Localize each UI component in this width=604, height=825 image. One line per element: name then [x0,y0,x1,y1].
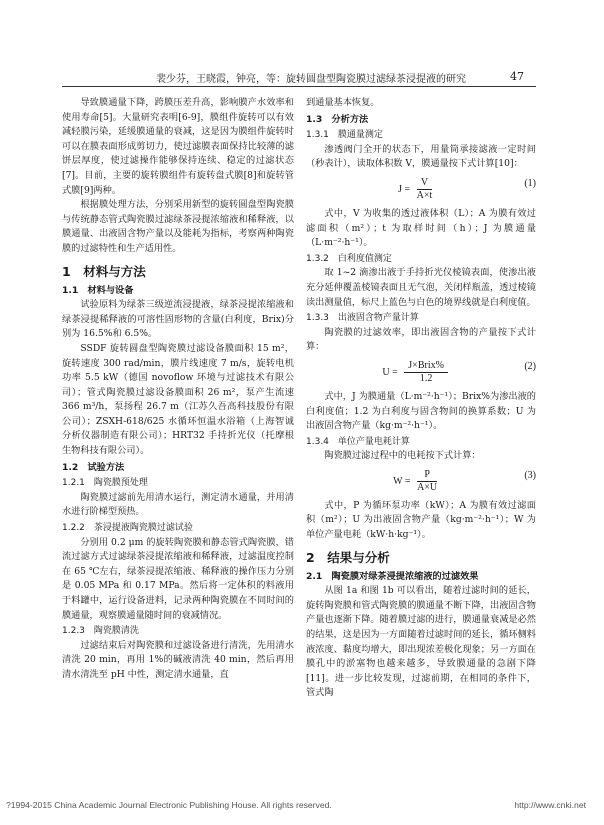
equation-yield-fraction [404,360,448,385]
subsection-heading-test-methods: 1.2 试验方法 [62,461,125,473]
subsection-heading-analysis: 1.3 分析方法 [306,113,369,125]
equation-yield-numerator: J×Brix% [404,360,448,373]
yield-variables-paragraph: 式中，J 为膜通量（L·m⁻²·h⁻¹）；Brix%为渗出液的白利度值；1.2 为白利度与固含物间的换算系数；U 为出液固含物产量（kg·m⁻²·h⁻¹）。 [306,390,536,432]
right-column [306,96,536,701]
equation-yield-number: (2) [524,360,536,372]
energy-paragraph: 陶瓷膜过滤过程中的电耗按下式计算： [324,450,481,462]
section-heading-results: 2 结果与分析 [306,549,390,565]
equation-flux [306,177,536,202]
flux-variables-paragraph: 式中，V 为收集的透过液体积（L）；A 为膜有效过滤面积（m²）；t 为取样时间（h）；J 为膜通量（L·m⁻²·h⁻¹）。 [306,207,536,249]
continued-paragraph: 到通量基本恢复。 [306,97,380,108]
equation-flux-number: (1) [524,177,536,189]
equation-energy [306,469,536,494]
flux-paragraph: 渗透阀门全开的状态下，用量筒承接滤液一定时间（秒表计），读取体积数 V，膜通量按下式计算[10]： [306,143,536,170]
subsubsection-heading-solid-yield: 1.3.3 出液固含物产量计算 [306,313,419,324]
subsubsection-heading-filtration: 1.2.2 茶浸提液陶瓷膜过滤试验 [62,523,193,534]
energy-variables-paragraph: 式中，P 为循环泵功率（kW）；A 为膜有效过滤面积（m²）；U 为出液固含物产量（kg·m⁻²·h⁻¹）；W 为单位产量电耗（kW·h·kg⁻¹）。 [306,499,536,541]
page-footer [6,800,596,810]
copyright-notice: ?1994-2015 China Academic Journal Electronic Publishing House. All rights reserved. [6,800,332,810]
equation-yield-denominator: 1.2 [419,372,433,384]
subsubsection-heading-pretreatment: 1.2.1 陶瓷膜预处理 [62,478,148,489]
header-divider [62,86,536,87]
section-heading-methods: 1 材料与方法 [62,263,146,279]
equation-yield-lhs: U = [382,366,398,378]
equation-energy-denominator: A×U [417,481,438,493]
page-number: 47 [510,70,524,83]
equation-energy-number: (3) [524,469,536,481]
running-title: 裴少芬，王晓霞，钟亮，等：旋转圆盘型陶瓷膜过滤绿茶浸提液的研究 [156,74,466,85]
footer-link[interactable]: http://www.cnki.net [514,800,586,810]
subsubsection-heading-cleaning: 1.2.3 陶瓷膜清洗 [62,626,139,637]
intro-paragraph-1: 导致膜通量下降，跨膜压差升高，影响膜产水效率和使用寿命[5]。大量研究表明[6-9]，膜组件旋转可以有效减轻膜污染，延缓膜通量的衰减，这是因为膜组件旋转时可以在膜表面形成剪切力，使过滤膜表面保持比较薄的滤饼层厚度，使过滤操作能够保持连续、稳定的过滤状态[7]。目前，主要的旋转膜组件有旋转盘式膜[8]和旋转管式膜[9]两种。 [62,97,294,196]
materials-paragraph: 试验原料为绿茶三级逆流浸提液，绿茶浸提浓缩液和绿茶浸提稀释液的可溶性固形物的含量(白利度，Brix)分别为 16.5%和 6.5%。 [62,299,294,340]
pretreatment-paragraph: 陶瓷膜过滤前先用清水运行，测定清水通量，并用清水进行阶梯型预热。 [62,491,294,518]
equation-flux-denominator: A×t [416,189,433,201]
intro-paragraph-2: 根据膜处理方法，分别采用新型的旋转圆盘型陶瓷膜与传统静态管式陶瓷膜过滤绿茶浸提浓缩液和稀释液，以膜通量、出液固含物产量以及能耗为指标，考察两种陶瓷膜的过滤特性和生产适用性。 [62,199,294,254]
cleaning-paragraph: 过滤结束后对陶瓷膜和过滤设备进行清洗，先用清水清洗 20 min，再用 1%的碱液清洗 40 min，然后再用清水清洗至 pH 中性，测定清水通量，直 [62,639,294,680]
equation-flux-lhs: J = [398,183,411,195]
subsubsection-heading-flux: 1.3.1 膜通量测定 [306,130,383,141]
subsubsection-heading-brix: 1.3.2 白利度值测定 [306,253,392,264]
equation-energy-fraction [417,469,437,494]
equation-energy-numerator: P [417,469,437,482]
equation-flux-numerator: V [417,177,433,190]
equation-yield [306,360,536,385]
filtration-paragraph: 分别用 0.2 μm 的旋转陶瓷膜和静态管式陶瓷膜，错流过滤方式过滤绿茶浸提浓缩液和稀释液，过滤温度控制在 65 ℃左右，绿茶浸提浓缩液、稀释液的操作压力分别是 0.05 MPa 和 0.17 MPa。然后将一定体积的料液用于料罐中，运行设备进料，记录两种陶瓷膜在不同时间的膜通量，观察膜通量随时间的衰减情况。 [62,536,294,621]
equation-flux-fraction [417,177,433,202]
subsection-heading-materials: 1.1 材料与设备 [62,284,134,296]
results-paragraph: 从图 1a 和图 1b 可以看出，随着过滤时间的延长，旋转陶瓷膜和管式陶瓷膜的膜通量不断下降，出液固含物产量也逐渐下降。随着膜过滤的进行，膜通量衰减是必然的结果，这是因为一方面随着过滤时间的延长，循环侧料液浓度、黏度均增大，即出现浓差极化现象；另一方面在膜孔中的淤塞物也越来越多，导致膜通量的急剧下降[11]。进一步比较发现，过滤前期，在相同的条件下，管式陶 [306,585,536,699]
equation-energy-lhs: W = [393,475,411,487]
brix-paragraph: 取 1~2 滴渗出液于手持折光仪棱镜表面，使渗出液充分延伸覆盖棱镜表面且无气泡，关闭样瓶盖，透过棱镜读出测量值，标尺上蓝色与白色的境界线就是白利度值。 [306,267,536,308]
left-column [62,96,294,683]
subsubsection-heading-energy: 1.3.4 单位产量电耗计算 [306,436,410,447]
equipment-paragraph: SSDF 旋转圆盘型陶瓷膜过滤设备膜面积 15 m²，旋转速度 300 rad/min，膜片线速度 7 m/s，旋转电机功率 5.5 kW（德国 novoflow 环境与过滤技术有限公司）；管式陶瓷膜过滤设备膜面积 26 m²，泵产生流速 366 m³/h，泵扬程 26.7 m（江苏久吾高科技股份有限公司）；ZSXH-618/625 水循环恒温水浴箱（上海智诚分析仪器制造有限公司）；HRT32 手持折光仪（托摩根生物科技有限公司）。 [62,342,294,457]
solid-yield-paragraph: 陶瓷膜的过滤效率，即出液固含物的产量按下式计算： [306,326,536,353]
subsection-heading-filtration-effect: 2.1 陶瓷膜对绿茶浸提浓缩液的过滤效果 [306,570,479,582]
